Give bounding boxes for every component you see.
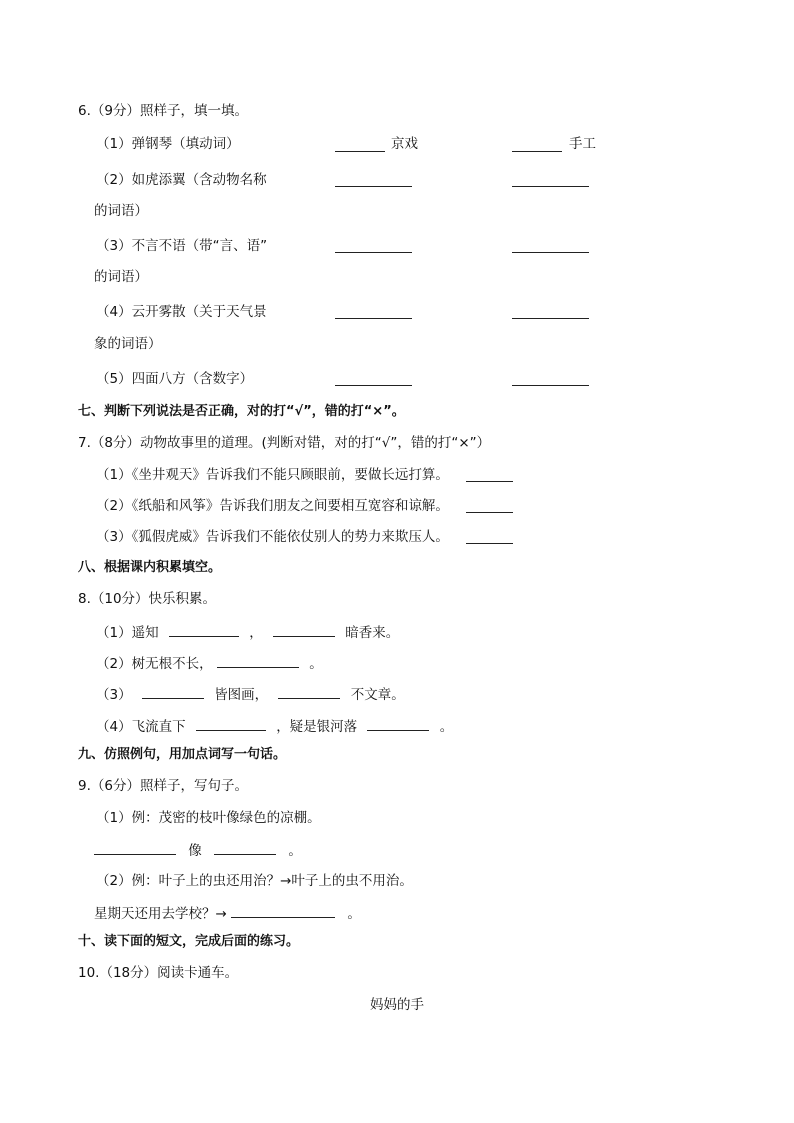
q8-item1-blank2[interactable] bbox=[273, 622, 335, 637]
q8-title: 8.（10分）快乐积累。 bbox=[78, 591, 217, 607]
q9-answer1-mid: 像 bbox=[188, 843, 202, 859]
section7-heading: 七、判断下列说法是否正确，对的打“√”，错的打“×”。 bbox=[78, 404, 405, 419]
passage-title: 妈妈的手 bbox=[370, 997, 424, 1013]
q7-item3-blank[interactable] bbox=[466, 529, 513, 544]
q9-title: 9.（6分）照样子，写句子。 bbox=[78, 778, 248, 794]
q7-item2: （2）《纸船和风筝》告诉我们朋友之间要相互宽容和谅解。 bbox=[96, 498, 449, 514]
section9-heading: 九、仿照例句，用加点词写一句话。 bbox=[78, 747, 287, 762]
q9-example1: （1）例：茂密的枝叶像绿色的凉棚。 bbox=[96, 810, 321, 826]
q9-answer2-question: 星期天还用去学校？→ bbox=[94, 906, 227, 922]
q6-item3-blank1[interactable] bbox=[335, 238, 412, 253]
q6-item2-cont: 的词语） bbox=[94, 203, 148, 219]
q8-item1-a: （1）遥知 bbox=[96, 625, 159, 641]
q8-item2-a: （2）树无根不长， bbox=[96, 656, 213, 672]
q7-item1-blank[interactable] bbox=[466, 467, 513, 482]
q8-item4-blank1[interactable] bbox=[196, 716, 266, 731]
q9-answer1-blank2[interactable] bbox=[214, 840, 276, 855]
q6-item3-label: （3）不言不语（带“言、语” bbox=[96, 238, 268, 254]
q8-item1-blank1[interactable] bbox=[169, 622, 239, 637]
q9-answer1 bbox=[94, 840, 302, 860]
q6-item4-cont: 象的词语） bbox=[94, 336, 162, 352]
q9-answer1-blank1[interactable] bbox=[94, 840, 176, 855]
q8-item3 bbox=[96, 684, 405, 704]
q7-item1: （1）《坐井观天》告诉我们不能只顾眼前，要做长远打算。 bbox=[96, 467, 449, 483]
q9-answer2-blank[interactable] bbox=[231, 903, 335, 918]
q6-item1-suffix2: 手工 bbox=[569, 136, 596, 152]
q8-item1 bbox=[96, 622, 399, 642]
q6-item1-suffix1: 京戏 bbox=[391, 136, 418, 152]
q6-item4-blank1[interactable] bbox=[335, 304, 412, 319]
q8-item2-b: 。 bbox=[309, 656, 323, 672]
q6-item1-blank2[interactable] bbox=[512, 137, 562, 152]
q6-item5-label: （5）四面八方（含数字） bbox=[96, 371, 254, 387]
q7-title: 7.（8分）动物故事里的道理。(判断对错，对的打“√”，错的打“×”） bbox=[78, 435, 491, 451]
q8-item3-c: 不文章。 bbox=[350, 687, 405, 703]
q8-item4-blank2[interactable] bbox=[367, 716, 429, 731]
q10-title: 10.（18分）阅读卡通车。 bbox=[78, 965, 239, 981]
q8-item4-a: （4）飞流直下 bbox=[96, 719, 186, 735]
section8-heading: 八、根据课内积累填空。 bbox=[78, 560, 222, 575]
q8-item1-c: 暗香来。 bbox=[345, 625, 400, 641]
q6-item3-blank2[interactable] bbox=[512, 238, 589, 253]
q6-item5-blank1[interactable] bbox=[335, 371, 412, 386]
q6-item2-label: （2）如虎添翼（含动物名称 bbox=[96, 172, 267, 188]
q6-item1-label: （1）弹钢琴（填动词） bbox=[96, 136, 240, 152]
q6-item5-blank2[interactable] bbox=[512, 371, 589, 386]
q9-example2: （2）例：叶子上的虫还用治？→叶子上的虫不用治。 bbox=[96, 873, 413, 889]
q8-item3-a: （3） bbox=[96, 687, 132, 703]
q6-item1-blank1[interactable] bbox=[335, 137, 385, 152]
q6-item2-blank1[interactable] bbox=[335, 172, 412, 187]
q9-answer2 bbox=[94, 903, 361, 923]
q8-item3-blank1[interactable] bbox=[142, 684, 204, 699]
q8-item2 bbox=[96, 653, 323, 673]
section10-heading: 十、读下面的短文，完成后面的练习。 bbox=[78, 934, 300, 949]
q9-answer1-end: 。 bbox=[288, 843, 302, 859]
q6-item4-blank2[interactable] bbox=[512, 304, 589, 319]
q6-title: 6.（9分）照样子，填一填。 bbox=[78, 103, 248, 119]
q8-item3-b: 皆图画， bbox=[214, 687, 269, 703]
q6-item2-blank2[interactable] bbox=[512, 172, 589, 187]
q7-item3: （3）《狐假虎威》告诉我们不能依仗别人的势力来欺压人。 bbox=[96, 529, 449, 545]
q8-item4 bbox=[96, 716, 453, 736]
q8-item1-b: ， bbox=[249, 625, 263, 641]
q8-item4-c: 。 bbox=[439, 719, 454, 735]
q6-item4-label: （4）云开雾散（关于天气景 bbox=[96, 304, 267, 320]
q7-item2-blank[interactable] bbox=[466, 498, 513, 513]
q8-item2-blank[interactable] bbox=[217, 653, 299, 668]
q8-item3-blank2[interactable] bbox=[278, 684, 340, 699]
q9-answer2-end: 。 bbox=[347, 906, 361, 922]
q6-item3-cont: 的词语） bbox=[94, 269, 148, 285]
q8-item4-b: ，疑是银河落 bbox=[276, 719, 358, 735]
